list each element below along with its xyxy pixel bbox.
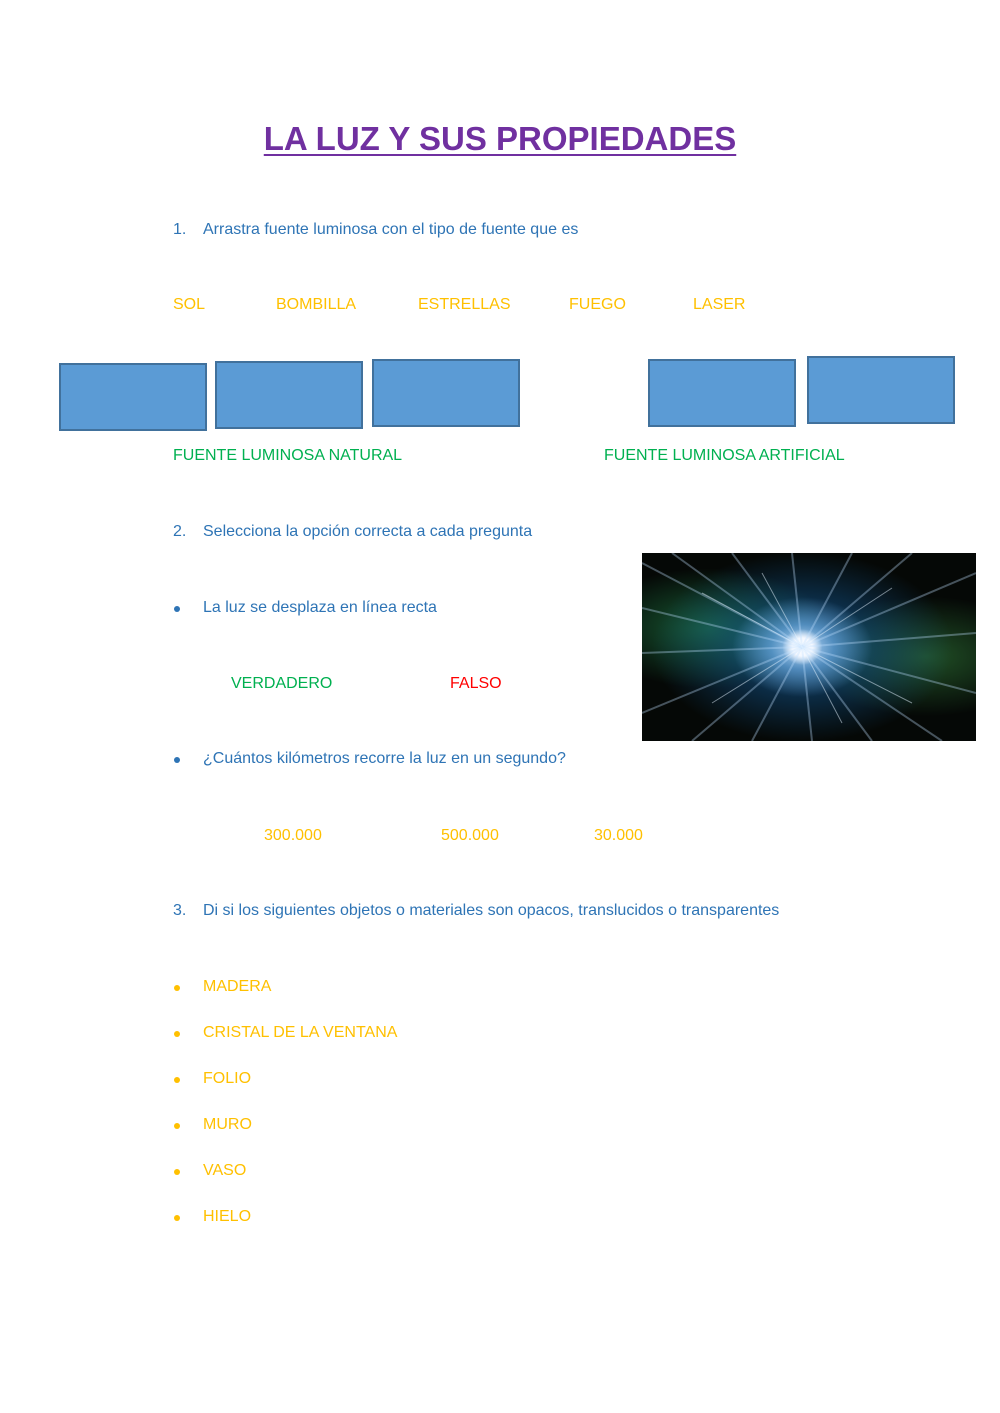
bullet-icon <box>174 985 180 991</box>
artificial-source-label: FUENTE LUMINOSA ARTIFICIAL <box>604 447 845 464</box>
bullet-icon <box>174 1169 180 1175</box>
natural-source-label: FUENTE LUMINOSA NATURAL <box>173 447 403 464</box>
drop-box-artificial-1[interactable] <box>648 359 796 427</box>
question-2-sub-2-text: ¿Cuántos kilómetros recorre la luz en un segundo? <box>203 750 566 767</box>
option-500000[interactable]: 500.000 <box>441 827 499 844</box>
drag-option-sol[interactable]: SOL <box>173 296 206 313</box>
question-2-sub-1-text: La luz se desplaza en línea recta <box>203 599 437 616</box>
question-2-number: 2. <box>173 523 187 540</box>
drop-box-natural-2[interactable] <box>215 361 363 429</box>
option-30000[interactable]: 30.000 <box>594 827 643 844</box>
question-2-text: Selecciona la opción correcta a cada pregunta <box>203 523 533 540</box>
page-title: LA LUZ Y SUS PROPIEDADES <box>263 120 737 157</box>
option-300000[interactable]: 300.000 <box>264 827 322 844</box>
drop-box-natural-3[interactable] <box>372 359 520 427</box>
question-3-text: Di si los siguientes objetos o materiales son opacos, translucidos o transparentes <box>203 902 780 919</box>
option-falso[interactable]: FALSO <box>450 675 502 692</box>
drop-box-artificial-2[interactable] <box>807 356 955 424</box>
question-1-number: 1. <box>173 221 187 238</box>
bullet-icon <box>174 1215 180 1221</box>
drag-option-bombilla[interactable]: BOMBILLA <box>276 296 357 313</box>
bullet-icon <box>174 1077 180 1083</box>
material-folio: FOLIO <box>203 1070 252 1087</box>
drag-option-laser[interactable]: LASER <box>693 296 746 313</box>
material-cristal: CRISTAL DE LA VENTANA <box>203 1024 398 1041</box>
material-madera: MADERA <box>203 978 272 995</box>
material-vaso: VASO <box>203 1162 247 1179</box>
question-1-text: Arrastra fuente luminosa con el tipo de fuente que es <box>203 221 579 238</box>
bullet-icon <box>174 606 180 612</box>
bullet-icon <box>174 1031 180 1037</box>
light-rays-graphic <box>642 553 976 741</box>
drop-box-natural-1[interactable] <box>59 363 207 431</box>
drag-option-fuego[interactable]: FUEGO <box>569 296 626 313</box>
light-burst-image <box>642 553 976 741</box>
bullet-icon <box>174 757 180 763</box>
material-hielo: HIELO <box>203 1208 252 1225</box>
option-verdadero[interactable]: VERDADERO <box>231 675 333 692</box>
drag-option-estrellas[interactable]: ESTRELLAS <box>418 296 511 313</box>
bullet-icon <box>174 1123 180 1129</box>
material-muro: MURO <box>203 1116 252 1133</box>
question-3-number: 3. <box>173 902 187 919</box>
